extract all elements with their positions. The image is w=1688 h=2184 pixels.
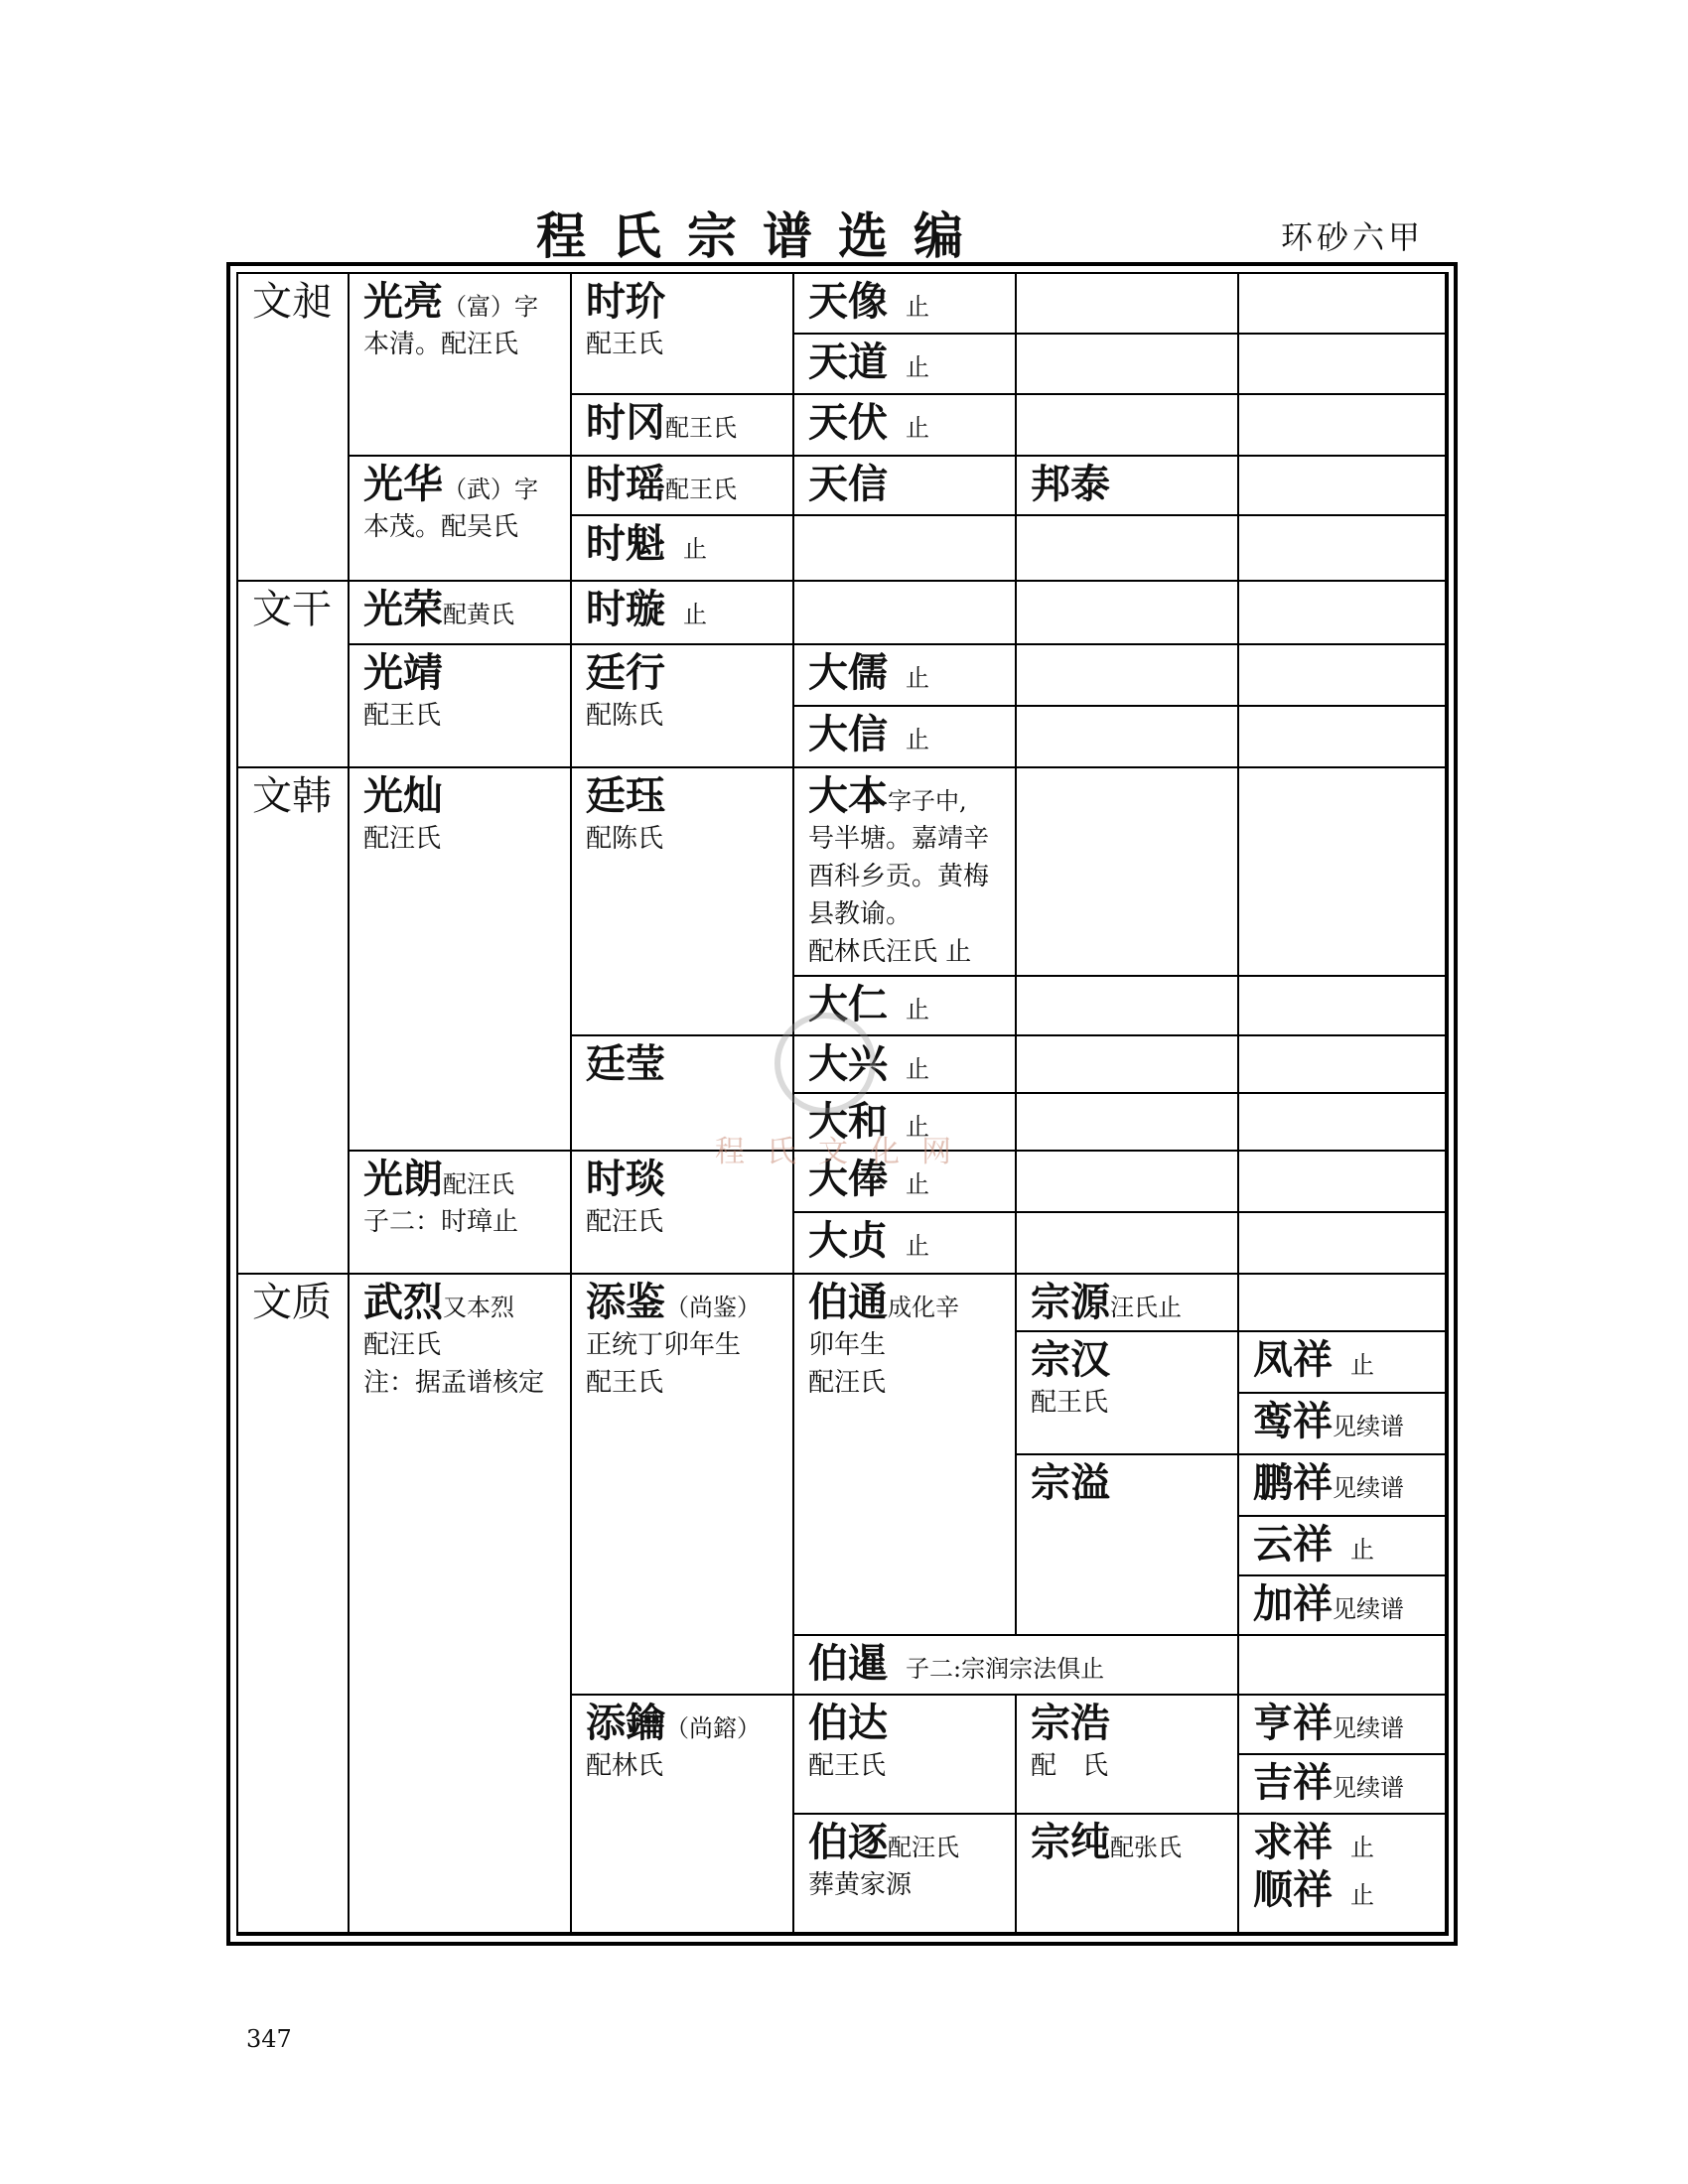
person-detail: 卯年生	[808, 1330, 887, 1360]
person-name: 天信	[808, 461, 888, 507]
person-cell	[1239, 1455, 1447, 1517]
person-detail: 本清。配汪氏	[363, 330, 519, 359]
person-cell	[794, 1275, 1017, 1636]
person-name: 大仁	[808, 981, 888, 1027]
person-note: 见续谱	[1333, 1714, 1404, 1742]
person-cell	[572, 395, 794, 457]
person-note: 见续谱	[1333, 1474, 1404, 1502]
person-note: （富）字	[443, 293, 538, 321]
stop-mark: 止	[906, 1055, 929, 1083]
person-note: 见续谱	[1333, 1774, 1404, 1802]
person-note: 成化辛	[888, 1294, 959, 1321]
person-detail: 注：据孟谱核定	[363, 1368, 545, 1398]
person-cell	[794, 335, 1017, 395]
empty-cell	[1239, 768, 1447, 977]
empty-cell	[794, 516, 1017, 582]
person-cell	[572, 645, 794, 768]
person-cell	[350, 1275, 572, 1934]
empty-cell	[1239, 1036, 1447, 1094]
person-cell	[572, 1696, 794, 1934]
person-detail: 号半塘。嘉靖辛	[808, 824, 990, 854]
stop-mark: 止	[683, 535, 707, 563]
stop-mark: 止	[906, 414, 929, 442]
person-name: 光华	[363, 461, 443, 507]
person-name: 光亮	[363, 278, 443, 325]
person-name: 求祥	[1253, 1819, 1333, 1865]
empty-cell	[1239, 395, 1447, 457]
empty-cell	[1017, 335, 1239, 395]
person-cell	[1017, 1332, 1239, 1455]
stop-mark: 止	[906, 664, 929, 692]
empty-cell	[1239, 457, 1447, 516]
person-name: 凤祥	[1253, 1336, 1333, 1383]
person-cell	[1239, 1815, 1447, 1934]
person-cell	[1017, 1455, 1239, 1636]
person-name: 时玠	[586, 278, 665, 325]
person-name: 大和	[808, 1098, 888, 1145]
stop-mark: 止	[906, 996, 929, 1024]
person-name: 添鑰	[586, 1700, 665, 1746]
person-detail: 酉科乡贡。黄梅	[808, 862, 990, 891]
person-detail: 县教谕。	[808, 899, 913, 929]
empty-cell	[1017, 395, 1239, 457]
person-name: 云祥	[1253, 1521, 1333, 1568]
empty-cell	[1239, 645, 1447, 707]
person-cell	[794, 274, 1017, 335]
person-note: 字子中,	[888, 787, 967, 815]
person-name: 邦泰	[1031, 461, 1110, 507]
empty-cell	[1239, 1152, 1447, 1213]
person-cell	[1017, 457, 1239, 516]
person-detail: 配陈氏	[586, 701, 664, 731]
person-detail: 配王氏	[586, 330, 664, 359]
person-cell	[794, 768, 1017, 977]
person-name: 光荣	[363, 586, 443, 632]
person-note: 配张氏	[1110, 1834, 1182, 1861]
person-cell	[794, 707, 1017, 768]
person-cell	[350, 457, 572, 582]
person-name: 文昶	[252, 279, 332, 325]
person-name: 天道	[808, 339, 888, 385]
person-detail: 本茂。配吴氏	[363, 512, 519, 542]
person-name: 廷珏	[586, 772, 665, 819]
empty-cell	[1017, 1152, 1239, 1213]
person-name: 鹏祥	[1253, 1459, 1333, 1506]
empty-cell	[1017, 977, 1239, 1036]
person-detail: 配汪氏	[363, 824, 442, 854]
person-name: 时璇	[586, 586, 665, 632]
person-name: 宗汉	[1031, 1336, 1110, 1383]
stop-mark: 止	[906, 726, 929, 753]
person-cell	[572, 457, 794, 516]
person-note: 配汪氏	[888, 1834, 959, 1861]
stop-mark: 止	[1350, 1881, 1374, 1909]
person-cell	[238, 582, 350, 768]
page-number: 347	[246, 2025, 292, 2053]
person-detail: 配 氏	[1031, 1751, 1109, 1781]
person-name: 光靖	[363, 649, 443, 696]
person-detail: 配王氏	[808, 1751, 887, 1781]
stop-mark: 止	[906, 293, 929, 321]
person-detail: 配王氏	[1031, 1388, 1109, 1418]
stop-mark: 止	[1350, 1536, 1374, 1564]
person-cell	[350, 768, 572, 1152]
person-cell	[794, 457, 1017, 516]
person-cell	[1017, 1815, 1239, 1934]
person-cell	[350, 1152, 572, 1275]
person-detail: 正统丁卯年生	[586, 1330, 742, 1360]
person-name: 光朗	[363, 1156, 443, 1202]
person-cell	[794, 1636, 1239, 1696]
person-cell	[350, 274, 572, 457]
person-cell	[1239, 1576, 1447, 1636]
empty-cell	[1239, 1636, 1447, 1696]
person-name: 大儒	[808, 649, 888, 696]
person-name: 文干	[252, 587, 332, 632]
empty-cell	[1017, 1094, 1239, 1152]
page-title: 程氏宗谱选编	[536, 206, 989, 265]
stop-mark: 止	[906, 353, 929, 381]
person-name: 武烈	[363, 1279, 443, 1325]
person-name: 大本	[808, 772, 888, 819]
person-cell	[238, 274, 350, 582]
person-name: 时琰	[586, 1156, 665, 1202]
person-name: 宗浩	[1031, 1700, 1110, 1746]
empty-cell	[1239, 1094, 1447, 1152]
person-name: 天伏	[808, 399, 888, 446]
person-cell	[1239, 1332, 1447, 1394]
person-cell	[1239, 1517, 1447, 1576]
person-cell	[794, 395, 1017, 457]
person-note: （武）字	[443, 476, 538, 503]
person-name: 光灿	[363, 772, 443, 819]
person-detail: 配汪氏	[808, 1368, 887, 1398]
person-note: 配王氏	[665, 476, 737, 503]
person-cell	[350, 582, 572, 645]
person-detail: 葬黄家源	[808, 1870, 913, 1900]
page-subtitle: 环砂六甲	[1281, 218, 1425, 256]
person-cell	[794, 645, 1017, 707]
person-note: 又本烈	[443, 1294, 514, 1321]
person-name: 文韩	[252, 773, 332, 819]
person-name: 宗纯	[1031, 1819, 1110, 1865]
person-detail: 配林氏	[586, 1751, 664, 1781]
person-name: 廷行	[586, 649, 665, 696]
person-name: 加祥	[1253, 1580, 1333, 1627]
person-detail: 配王氏	[586, 1368, 664, 1398]
empty-cell	[794, 582, 1017, 645]
person-cell	[1239, 1394, 1447, 1455]
empty-cell	[1239, 707, 1447, 768]
person-detail: 配陈氏	[586, 824, 664, 854]
person-note: 见续谱	[1333, 1413, 1404, 1440]
person-name: 时魁	[586, 520, 665, 567]
person-note: 子二:宗润宗法俱止	[906, 1655, 1105, 1683]
person-name: 伯暹	[808, 1640, 888, 1687]
person-cell	[350, 645, 572, 768]
empty-cell	[1239, 977, 1447, 1036]
person-note: （尚鉴）	[665, 1294, 761, 1321]
person-cell	[572, 582, 794, 645]
empty-cell	[1017, 274, 1239, 335]
person-detail: 配汪氏	[586, 1207, 664, 1237]
person-cell	[572, 516, 794, 582]
person-cell	[1239, 1696, 1447, 1755]
empty-cell	[1017, 645, 1239, 707]
person-name: 文质	[252, 1280, 332, 1325]
person-cell	[794, 1696, 1017, 1815]
person-name: 廷莹	[586, 1040, 665, 1087]
person-name: 大贞	[808, 1217, 888, 1264]
person-name: 添鉴	[586, 1279, 665, 1325]
person-name: 宗溢	[1031, 1459, 1110, 1506]
person-name: 伯达	[808, 1700, 888, 1746]
person-note: 见续谱	[1333, 1595, 1404, 1623]
person-note: 配黄氏	[443, 601, 514, 628]
person-cell	[1017, 1696, 1239, 1815]
stop-mark: 止	[683, 601, 707, 628]
person-name: 鸾祥	[1253, 1398, 1333, 1444]
empty-cell	[1017, 768, 1239, 977]
person-cell	[572, 1275, 794, 1696]
stop-mark: 止	[1350, 1351, 1374, 1379]
empty-cell	[1239, 1275, 1447, 1332]
person-note: 汪氏止	[1110, 1294, 1182, 1321]
person-detail: 配林氏汪氏 止	[808, 937, 972, 967]
person-name: 大信	[808, 711, 888, 757]
person-name: 吉祥	[1253, 1759, 1333, 1806]
stop-mark: 止	[906, 1113, 929, 1141]
person-detail: 配汪氏	[363, 1330, 442, 1360]
stop-mark: 止	[1350, 1834, 1374, 1861]
person-note: （尚鎔）	[665, 1714, 761, 1742]
person-name: 亨祥	[1253, 1700, 1333, 1746]
person-name: 大兴	[808, 1040, 888, 1087]
person-cell	[238, 768, 350, 1275]
person-detail: 配王氏	[363, 701, 442, 731]
empty-cell	[1239, 335, 1447, 395]
empty-cell	[1017, 707, 1239, 768]
empty-cell	[1017, 1036, 1239, 1094]
empty-cell	[1239, 582, 1447, 645]
empty-cell	[1239, 274, 1447, 335]
empty-cell	[1017, 516, 1239, 582]
person-name: 天像	[808, 278, 888, 325]
watermark-seal-icon	[774, 1013, 876, 1114]
stop-mark: 止	[906, 1232, 929, 1260]
person-name: 宗源	[1031, 1279, 1110, 1325]
person-cell	[572, 768, 794, 1036]
empty-cell	[1017, 1213, 1239, 1275]
empty-cell	[1239, 1213, 1447, 1275]
person-name: 伯通	[808, 1279, 888, 1325]
person-note: 配王氏	[665, 414, 737, 442]
person-cell	[794, 1213, 1017, 1275]
stop-mark: 止	[906, 1170, 929, 1198]
person-cell	[1239, 1755, 1447, 1815]
person-cell	[1017, 1275, 1239, 1332]
person-name: 顺祥	[1253, 1866, 1333, 1913]
person-name: 时瑶	[586, 461, 665, 507]
person-name: 伯逐	[808, 1819, 888, 1865]
watermark-text: 程氏文化网	[715, 1135, 973, 1169]
person-note: 配汪氏	[443, 1170, 514, 1198]
person-cell	[238, 1275, 350, 1934]
person-detail: 子二：时璋止	[363, 1207, 519, 1237]
person-cell	[794, 1815, 1017, 1934]
empty-cell	[1239, 516, 1447, 582]
person-cell	[572, 274, 794, 395]
person-name: 时冈	[586, 399, 665, 446]
empty-cell	[1017, 582, 1239, 645]
person-name: 大俸	[808, 1156, 888, 1202]
